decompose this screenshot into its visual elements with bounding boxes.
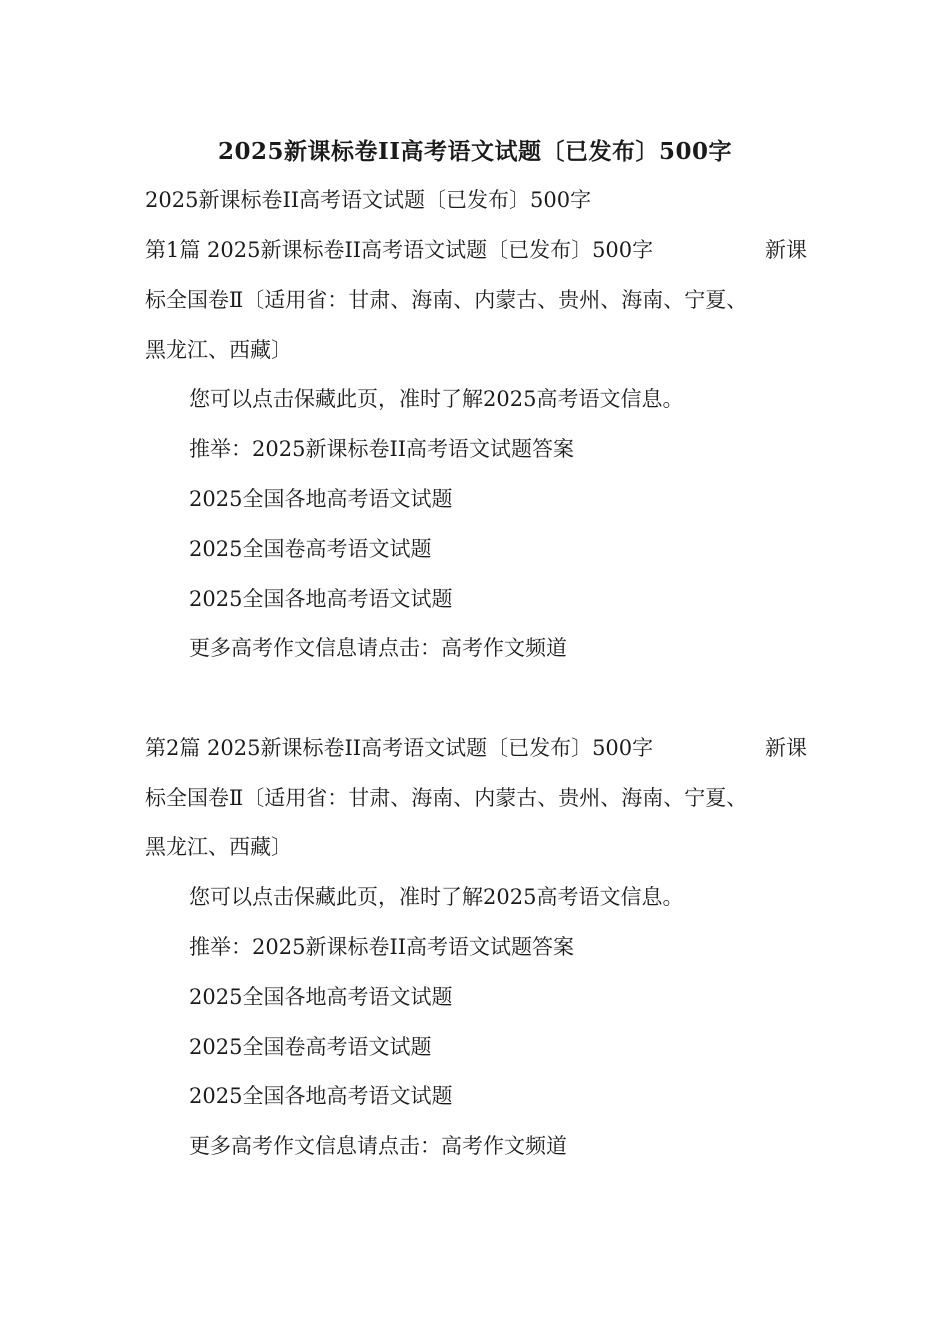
section-2-link-national-exam[interactable]: 2025全国卷高考语文试题 <box>189 1035 432 1059</box>
section-2-bookmark-note: 您可以点击保藏此页，准时了解2025高考语文信息。 <box>189 885 684 909</box>
section-2-applicable-provinces: 标全国卷Ⅱ〔适用省：甘肃、海南、内蒙古、贵州、海南、宁夏、 <box>145 786 748 810</box>
section-2-recommend-link[interactable]: 推举：2025新课标卷II高考语文试题答案 <box>189 935 575 959</box>
section-1-link-national-exam[interactable]: 2025全国卷高考语文试题 <box>189 537 432 561</box>
section-1-heading-left: 第1篇 2025新课标卷II高考语文试题〔已发布〕500字 <box>145 238 654 262</box>
section-2-heading <box>145 731 807 765</box>
section-1-heading-right: 新课 <box>765 238 807 262</box>
section-2-applicable-provinces-cont: 黑龙江、西藏〕 <box>145 835 292 859</box>
section-1-applicable-provinces: 标全国卷Ⅱ〔适用省：甘肃、海南、内蒙古、贵州、海南、宁夏、 <box>145 288 748 312</box>
section-2-link-regional-exams-2[interactable]: 2025全国各地高考语文试题 <box>189 1084 453 1108</box>
section-1-link-regional-exams-2[interactable]: 2025全国各地高考语文试题 <box>189 587 453 611</box>
section-1-bookmark-note: 您可以点击保藏此页，准时了解2025高考语文信息。 <box>189 387 684 411</box>
section-1-heading <box>145 233 807 267</box>
document-title: 2025新课标卷II高考语文试题〔已发布〕500字 <box>217 138 733 165</box>
section-2-heading-right: 新课 <box>765 736 807 760</box>
section-1-link-regional-exams[interactable]: 2025全国各地高考语文试题 <box>189 487 453 511</box>
section-1-applicable-provinces-cont: 黑龙江、西藏〕 <box>145 338 292 362</box>
section-2-more-link[interactable]: 更多高考作文信息请点击：高考作文频道 <box>189 1134 567 1158</box>
section-2-heading-left: 第2篇 2025新课标卷II高考语文试题〔已发布〕500字 <box>145 736 654 760</box>
section-1-recommend-link[interactable]: 推举：2025新课标卷II高考语文试题答案 <box>189 437 575 461</box>
section-2-link-regional-exams[interactable]: 2025全国各地高考语文试题 <box>189 985 453 1009</box>
section-1-more-link[interactable]: 更多高考作文信息请点击：高考作文频道 <box>189 636 567 660</box>
document-subtitle: 2025新课标卷II高考语文试题〔已发布〕500字 <box>145 188 592 212</box>
